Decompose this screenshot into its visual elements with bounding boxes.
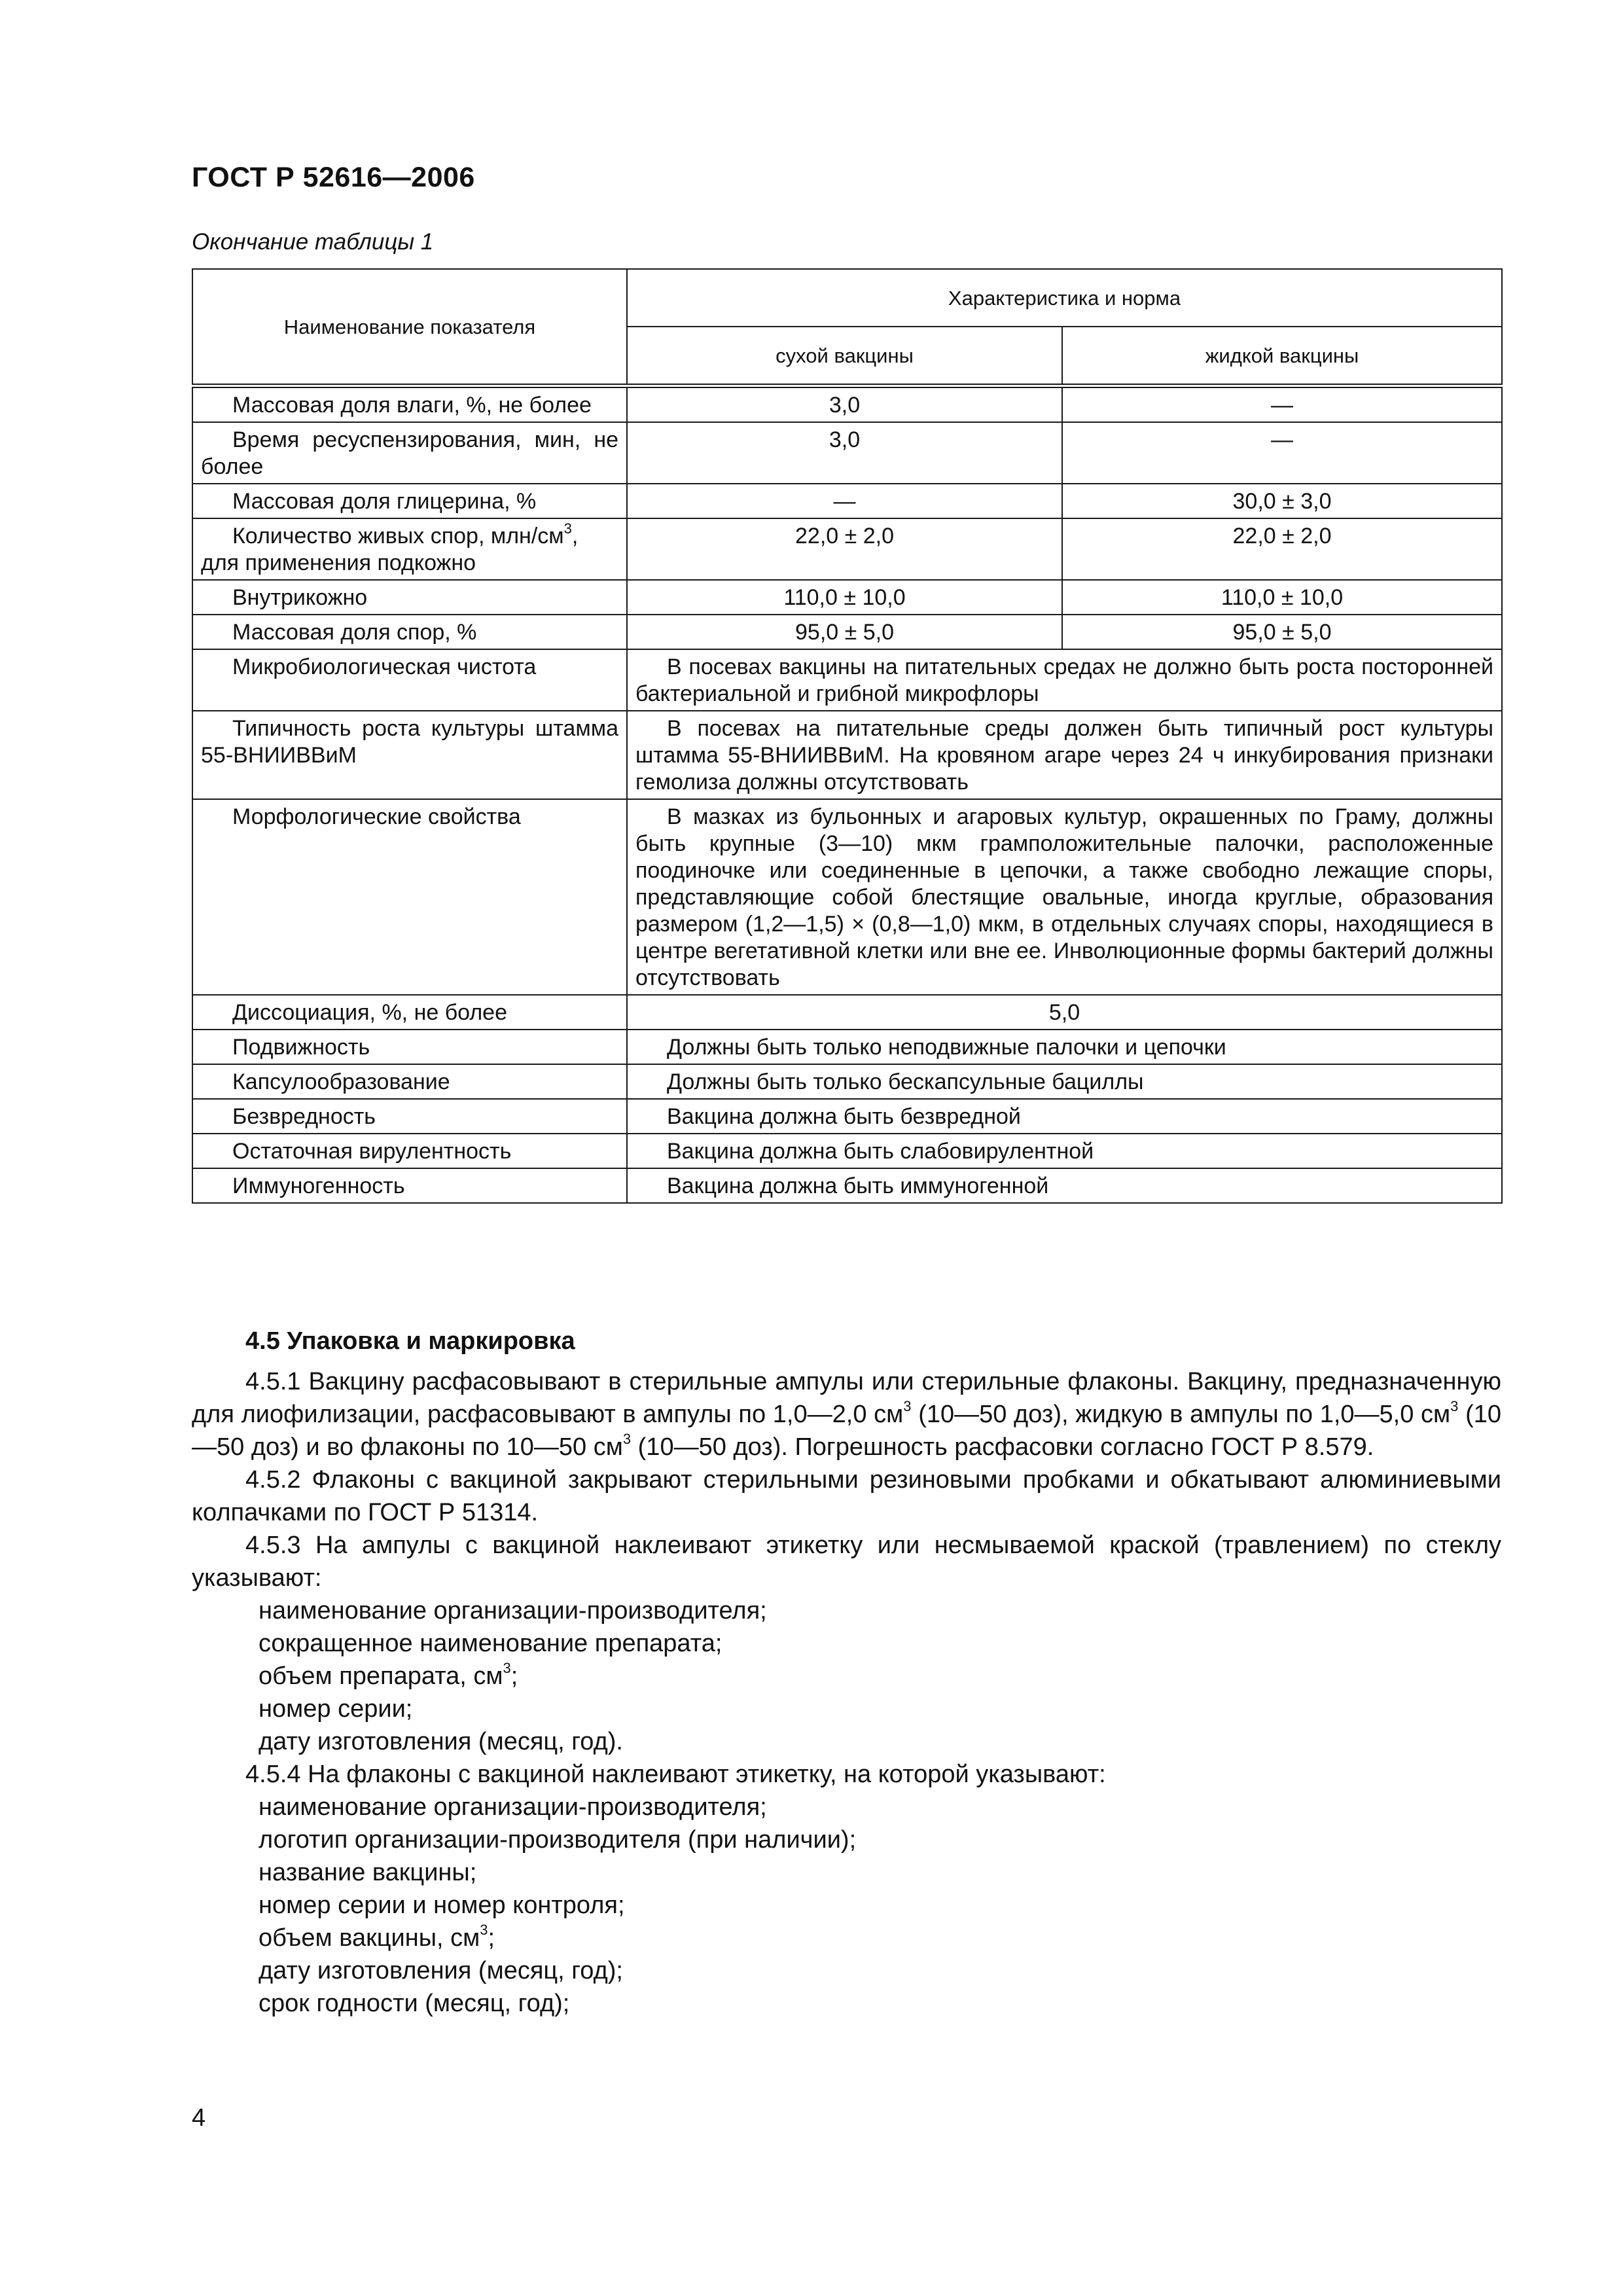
text-run: ; xyxy=(510,1662,518,1690)
row-name: Капсулообразование xyxy=(192,1064,627,1099)
row-liquid-value: — xyxy=(1062,422,1502,484)
row-name: Иммуногенность xyxy=(192,1168,627,1203)
row-name: Безвредность xyxy=(192,1099,627,1134)
text-run: объем препарата, см xyxy=(259,1662,503,1690)
row-name-part: Количество живых спор, млн/см xyxy=(232,524,564,548)
row-merged-value: 5,0 xyxy=(627,995,1502,1030)
text-run: ; xyxy=(488,1924,495,1952)
section-body xyxy=(192,1365,1501,2020)
list-item: сокращенное наименование препарата; xyxy=(259,1630,722,1657)
row-merged-value: Вакцина должна быть иммуногенной xyxy=(627,1168,1502,1203)
col-name-header: Наименование показателя xyxy=(192,269,627,386)
table-row xyxy=(192,580,1502,615)
table-row xyxy=(192,995,1502,1030)
list-item: дату изготовления (месяц, год). xyxy=(259,1728,623,1755)
table-row xyxy=(192,649,1502,711)
row-name: Внутрикожно xyxy=(192,580,627,615)
superscript: 3 xyxy=(903,1398,912,1415)
row-name: Диссоциация, %, не более xyxy=(192,995,627,1030)
row-name xyxy=(192,518,627,580)
section-title: 4.5 Упаковка и маркировка xyxy=(245,1327,575,1355)
text-run: 4.5.1 Вакцину расфасовывают в стерильные ампулы или стерильные флаконы. Вакцину, предназначенную для лиофилизации, расфасовывают в ампулы по 1,0—2,0 см xyxy=(192,1368,1501,1428)
table-caption: Окончание таблицы 1 xyxy=(192,229,434,255)
row-name: Морфологические свойства xyxy=(192,799,627,995)
row-name: Массовая доля глицерина, % xyxy=(192,484,627,518)
col-group-header: Характеристика и норма xyxy=(627,269,1502,327)
row-name: Массовая доля влаги, %, не более xyxy=(192,386,627,423)
row-merged-value: Вакцина должна быть слабовирулентной xyxy=(627,1134,1502,1168)
table-row xyxy=(192,518,1502,580)
list-item: логотип организации-производителя (при наличии); xyxy=(259,1826,857,1854)
table-row xyxy=(192,1134,1502,1168)
row-liquid-value: — xyxy=(1062,386,1502,423)
list-item: дату изготовления (месяц, год); xyxy=(259,1957,623,1984)
row-dry-value: 110,0 ± 10,0 xyxy=(627,580,1062,615)
row-dry-value: — xyxy=(627,484,1062,518)
superscript: 3 xyxy=(480,1922,488,1939)
table-row xyxy=(192,615,1502,649)
row-liquid-value: 95,0 ± 5,0 xyxy=(1062,615,1502,649)
paragraph-4-5-3: 4.5.3 На ампулы с вакциной наклеивают этикетку или несмываемой краской (травлением) по стеклу указывают: xyxy=(192,1532,1501,1592)
table-row xyxy=(192,1064,1502,1099)
list-item: наименование организации-производителя; xyxy=(259,1793,767,1821)
list-item: срок годности (месяц, год); xyxy=(259,1990,570,2017)
col-dry-header: сухой вакцины xyxy=(627,327,1062,386)
table-row xyxy=(192,1030,1502,1064)
table-row xyxy=(192,1099,1502,1134)
row-name: Микробиологическая чистота xyxy=(192,649,627,711)
list-item: название вакцины; xyxy=(259,1859,477,1886)
list-item: наименование организации-производителя; xyxy=(259,1597,767,1624)
row-dry-value: 95,0 ± 5,0 xyxy=(627,615,1062,649)
row-dry-value: 3,0 xyxy=(627,386,1062,423)
row-name: Остаточная вирулентность xyxy=(192,1134,627,1168)
row-merged-value: В мазках из бульонных и агаровых культур, окрашенных по Граму, должны быть крупные (3—10) мкм грамположительные палочки, расположенные поодиночке или соединенные в цепочки, а также свободно лежащие споры, представляющие собой блестящие овальные, иногда круглые, образования размером (1,2—1,5) × (0,8—1,0) мкм, в отдельных случаях споры, находящиеся в центре вегетативной клетки или вне ее. Инволюционные формы бактерий должны отсутствовать xyxy=(627,799,1502,995)
list-item: номер серии и номер контроля; xyxy=(259,1892,625,1919)
table-row xyxy=(192,484,1502,518)
row-name: Типичность роста культуры штамма 55-ВНИИВВиМ xyxy=(192,711,627,799)
row-dry-value: 3,0 xyxy=(627,422,1062,484)
page-number: 4 xyxy=(192,2104,206,2132)
superscript: 3 xyxy=(563,520,572,537)
superscript: 3 xyxy=(503,1660,511,1677)
row-merged-value: Вакцина должна быть безвредной xyxy=(627,1099,1502,1134)
row-name-part: , для применения подкожно xyxy=(201,524,579,575)
row-merged-value: Должны быть только неподвижные палочки и цепочки xyxy=(627,1030,1502,1064)
row-name: Подвижность xyxy=(192,1030,627,1064)
table-row xyxy=(192,386,1502,423)
text-run: (10—50 доз) и во флаконы по 10—50 см xyxy=(192,1401,1502,1461)
text-run: (10—50 доз), жидкую в ампулы по 1,0—5,0 см xyxy=(911,1401,1451,1428)
paragraph-4-5-2: 4.5.2 Флаконы с вакциной закрывают стерильными резиновыми пробками и обкатывают алюминиевыми колпачками по ГОСТ Р 51314. xyxy=(192,1466,1501,1526)
row-name: Массовая доля спор, % xyxy=(192,615,627,649)
spec-table xyxy=(192,268,1503,1204)
list-item xyxy=(192,1922,1501,1954)
row-liquid-value: 110,0 ± 10,0 xyxy=(1062,580,1502,615)
row-liquid-value: 30,0 ± 3,0 xyxy=(1062,484,1502,518)
text-run: (10—50 доз). Погрешность расфасовки согласно ГОСТ Р 8.579. xyxy=(631,1433,1374,1461)
list-item xyxy=(192,1660,1501,1693)
row-merged-value: Должны быть только бескапсульные бациллы xyxy=(627,1064,1502,1099)
table-row xyxy=(192,711,1502,799)
row-merged-value: В посевах на питательные среды должен быть типичный рост культуры штамма 55-ВНИИВВиМ. На кровяном агаре через 24 ч инкубирования признаки гемолиза должны отсутствовать xyxy=(627,711,1502,799)
superscript: 3 xyxy=(622,1431,632,1448)
row-name: Время ресуспензирования, мин, не более xyxy=(192,422,627,484)
col-liquid-header: жидкой вакцины xyxy=(1062,327,1502,386)
paragraph-4-5-4: 4.5.4 На флаконы с вакциной наклеивают этикетку, на которой указывают: xyxy=(245,1761,1106,1788)
superscript: 3 xyxy=(1450,1398,1459,1415)
paragraph-4-5-1 xyxy=(192,1365,1501,1463)
standard-header: ГОСТ Р 52616—2006 xyxy=(192,162,475,193)
list-item: номер серии; xyxy=(259,1695,413,1723)
table-row xyxy=(192,1168,1502,1203)
row-dry-value: 22,0 ± 2,0 xyxy=(627,518,1062,580)
text-run: объем вакцины, см xyxy=(259,1924,480,1952)
table-row xyxy=(192,799,1502,995)
row-merged-value: В посевах вакцины на питательных средах не должно быть роста посторонней бактериальной и грибной микрофлоры xyxy=(627,649,1502,711)
row-liquid-value: 22,0 ± 2,0 xyxy=(1062,518,1502,580)
table-row xyxy=(192,422,1502,484)
